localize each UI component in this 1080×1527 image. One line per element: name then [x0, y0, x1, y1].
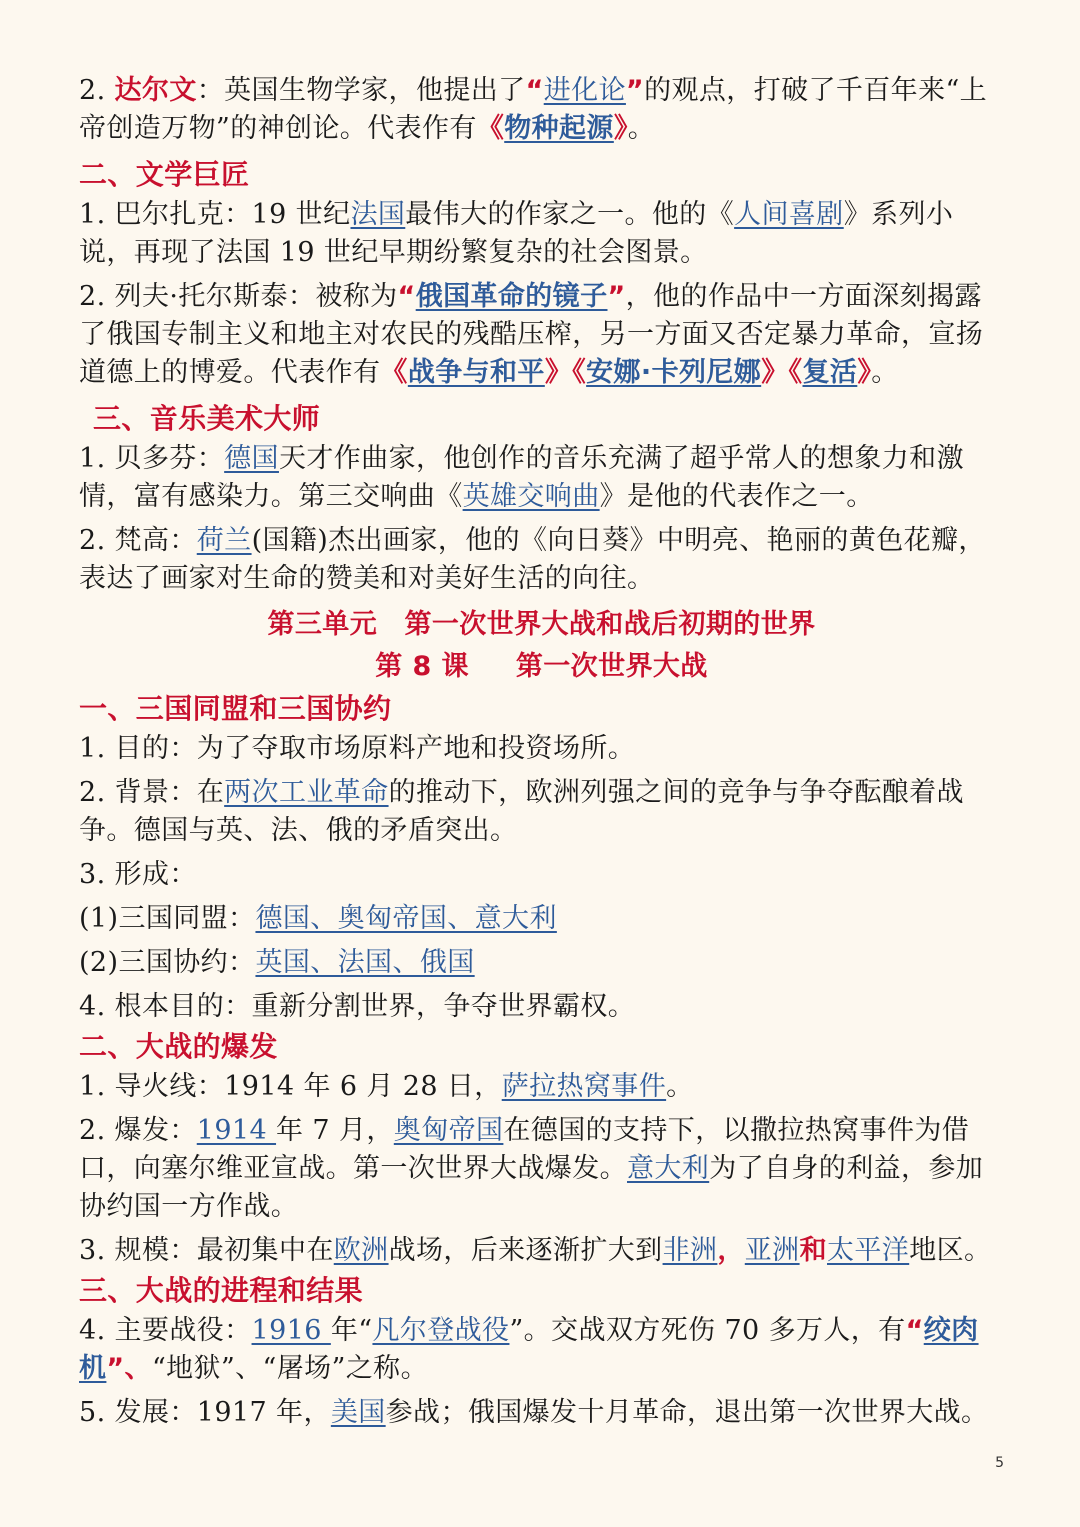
paragraph-trigger: 1. 导火线：1914 年 6 月 28 日，萨拉热窝事件。	[79, 1071, 694, 1102]
keyword-austria-hungary: 奥匈帝国	[393, 1115, 504, 1146]
keyword-netherlands: 荷兰	[196, 525, 252, 556]
page-number: 5	[995, 1455, 1004, 1471]
paragraph-van-gogh: 2. 梵高：荷兰(国籍)杰出画家，他的《向日葵》中明亮、艳丽的黄色花瓣，表达了画家对生命的赞美和对美好生活的向往。	[79, 525, 986, 594]
keyword-europe: 欧洲	[333, 1235, 389, 1266]
keyword-mirror-revolution: 俄国革命的镜子	[415, 281, 608, 312]
term-darwin: 达尔文	[114, 75, 197, 106]
keyword-france: 法国	[350, 199, 406, 230]
paragraph-outbreak: 2. 爆发：1914 年 7 月，奥匈帝国在德国的支持下，以撒拉热窝事件为借口，向塞尔维亚宣战。第一次世界大战爆发。意大利为了自身的利益，参加协约国一方作战。	[79, 1115, 984, 1222]
keyword-origin-of-species: 物种起源	[504, 113, 614, 144]
keyword-pacific: 太平洋	[827, 1235, 910, 1266]
keyword-1914: 1914	[196, 1115, 277, 1146]
lesson-title: 第 8 课 第一次世界大战	[375, 651, 708, 682]
keyword-sarajevo: 萨拉热窝事件	[501, 1071, 667, 1102]
keyword-verdun: 凡尔登战役	[372, 1315, 510, 1346]
paragraph-beethoven: 1. 贝多芬：德国天才作曲家，他创作的音乐充满了超乎常人的想象力和激情，富有感染力。第三交响曲《英雄交响曲》是他的代表作之一。	[79, 443, 964, 512]
paragraph-development: 5. 发展：1917 年，美国参战；俄国爆发十月革命，退出第一次世界大战。	[79, 1397, 989, 1428]
paragraph-main-battle: 4. 主要战役：1916 年“凡尔登战役”。交战双方死伤 70 多万人，有“绞肉机”、“地狱”、“屠场”之称。	[79, 1315, 979, 1384]
unit-title: 第三单元 第一次世界大战和战后初期的世界	[267, 609, 816, 640]
keyword-meat-grinder: 绞肉机	[79, 1315, 979, 1384]
paragraph-fundamental-purpose: 4. 根本目的：重新分割世界，争夺世界霸权。	[79, 991, 636, 1022]
keyword-1916: 1916	[251, 1315, 331, 1346]
paragraph-background: 2. 背景：在两次工业革命的推动下，欧洲列强之间的竞争与争夺酝酿着战争。德国与英、法、俄的矛盾突出。	[79, 777, 964, 846]
paragraph-darwin: 2. 达尔文：英国生物学家，他提出了“进化论”的观点，打破了千百年来“上帝创造万物”的神创论。代表作有《物种起源》。	[79, 75, 988, 144]
paragraph-formation: 3. 形成：	[79, 859, 197, 890]
document-content	[79, 72, 1004, 1432]
keyword-germany: 德国	[224, 443, 279, 474]
keyword-eroica: 英雄交响曲	[462, 481, 600, 512]
keyword-triple-alliance-members: 德国、奥匈帝国、意大利	[255, 903, 557, 934]
keyword-human-comedy: 人间喜剧	[734, 199, 844, 230]
keyword-war-and-peace: 战争与和平	[407, 357, 545, 388]
keyword-evolution: 进化论	[543, 75, 626, 106]
heading-literature: 二、文学巨匠	[79, 158, 250, 191]
keyword-triple-entente-members: 英国、法国、俄国	[255, 947, 475, 978]
paragraph-triple-entente: (2)三国协约：英国、法国、俄国	[79, 947, 475, 978]
heading-outbreak: 二、大战的爆发	[79, 1030, 278, 1063]
paragraph-scale: 3. 规模：最初集中在欧洲战场，后来逐渐扩大到非洲，亚洲和太平洋地区。	[79, 1235, 992, 1266]
keyword-industrial-revolutions: 两次工业革命	[224, 777, 389, 808]
keyword-africa: 非洲	[662, 1235, 718, 1266]
paragraph-balzac: 1. 巴尔扎克：19 世纪法国最伟大的作家之一。他的《人间喜剧》系列小说，再现了法国 19 世纪早期纷繁复杂的社会图景。	[79, 199, 954, 268]
heading-music-art: 三、音乐美术大师	[93, 402, 321, 435]
paragraph-purpose: 1. 目的：为了夺取市场原料产地和投资场所。	[79, 733, 636, 764]
keyword-asia: 亚洲	[744, 1235, 800, 1266]
keyword-resurrection: 复活	[802, 357, 858, 388]
heading-progress-result: 三、大战的进程和结果	[79, 1274, 364, 1307]
keyword-italy: 意大利	[627, 1153, 710, 1184]
paragraph-triple-alliance: (1)三国同盟：德国、奥匈帝国、意大利	[79, 903, 557, 934]
heading-alliances: 一、三国同盟和三国协约	[79, 692, 392, 725]
paragraph-tolstoy: 2. 列夫·托尔斯泰：被称为“俄国革命的镜子”，他的作品中一方面深刻揭露了俄国专制主义和地主对农民的残酷压榨，另一方面又否定暴力革命，宣扬道德上的博爱。代表作有《战争与和平》《安娜·卡列尼娜》《复活》。	[79, 281, 984, 388]
keyword-usa: 美国	[330, 1397, 386, 1428]
keyword-anna-karenina: 安娜·卡列尼娜	[586, 357, 762, 388]
